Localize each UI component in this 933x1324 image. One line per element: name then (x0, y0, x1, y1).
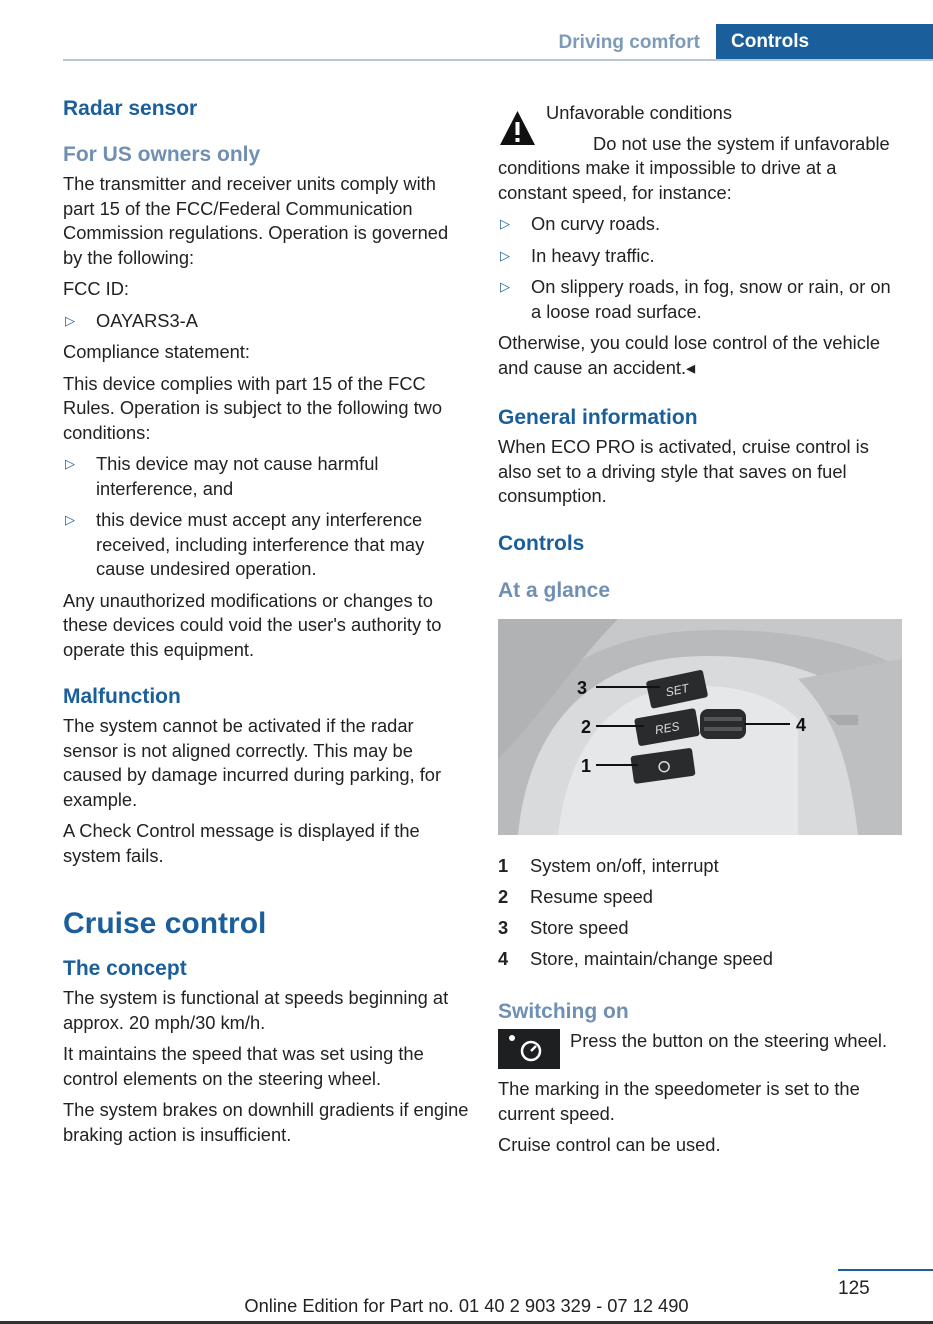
concept-paragraph-2: It maintains the speed that was set using the control elements on the steering wheel. (63, 1043, 424, 1089)
warning-title: Unfavorable conditions (546, 102, 732, 123)
page-number-rule (838, 1269, 933, 1271)
press-button-text: Press the button on the steering wheel. (570, 1030, 888, 1051)
list-item: ▷ OAYARS3-A (63, 309, 470, 334)
left-column (63, 96, 470, 1154)
list-item: 4 Store, maintain/change speed (498, 947, 773, 969)
list-item: ▷ this device must accept any interference received, including interference that may cause undesired operation. (65, 509, 425, 579)
cruise-control-chapter-title: Cruise control (63, 907, 267, 940)
rocker-switch (700, 709, 746, 739)
press-button-row (498, 1029, 904, 1069)
at-a-glance-heading: At a glance (498, 578, 611, 602)
header-section-title: Driving comfort (558, 32, 700, 53)
general-info-paragraph: When ECO PRO is activated, cruise control is also set to a driving style that saves on fuel consumption. (498, 436, 869, 506)
page-number: 125 (838, 1278, 870, 1299)
svg-text:SET: SET (664, 680, 691, 699)
malfunction-heading: Malfunction (63, 685, 181, 708)
malfunction-paragraph: The system cannot be activated if the radar sensor is not aligned correctly. This may be caused by damage incurred during parking, for example. (63, 715, 442, 810)
us-owners-paragraph: The transmitter and receiver units comply with part 15 of the FCC/Federal Communication Commission regulations. Operation is governed by the following: (63, 173, 449, 268)
callout-3: 3 (576, 677, 588, 698)
triangle-bullet-icon: ▷ (65, 512, 75, 527)
list-item: 2 Resume speed (498, 885, 653, 907)
triangle-bullet-icon: ▷ (500, 247, 510, 263)
svg-text:RES: RES (653, 718, 681, 737)
compliance-label: Compliance statement: (63, 341, 250, 362)
warning-list (498, 212, 904, 324)
conditions-list (63, 452, 470, 582)
callout-2: 2 (580, 716, 592, 737)
list-item: ▷ On curvy roads. (498, 212, 904, 237)
compliance-paragraph: This device complies with part 15 of the FCC Rules. Operation is subject to the following two conditions: (63, 372, 443, 443)
steering-wheel-controls-figure (498, 619, 902, 835)
warning-block (498, 101, 904, 205)
list-item: ▷ On slippery roads, in fog, snow or rain, or on a loose road surface. (500, 276, 891, 322)
unauthorized-paragraph: Any unauthorized modifications or changes to these devices could void the user's authority to operate this equipment. (63, 589, 442, 660)
fcc-id-list (63, 309, 470, 334)
fcc-id-label: FCC ID: (63, 278, 130, 299)
concept-paragraph-3: The system brakes on downhill gradients if engine braking action is insufficient. (63, 1099, 469, 1145)
list-item: 3 Store speed (498, 916, 629, 938)
callout-4: 4 (795, 714, 807, 735)
concept-paragraph-1: The system is functional at speeds beginning at approx. 20 mph/30 km/h. (63, 987, 449, 1033)
general-info-heading: General information (498, 406, 698, 429)
warning-end-paragraph: Otherwise, you could lose control of the vehicle and cause an accident.◂ (498, 332, 881, 378)
warning-paragraph: Do not use the system if unfavorable conditions make it impossible to drive at a constant speed, for instance: (498, 132, 890, 203)
concept-heading: The concept (63, 957, 187, 980)
check-control-paragraph: A Check Control message is displayed if the system fails. (63, 820, 420, 866)
triangle-bullet-icon: ▷ (500, 216, 510, 231)
list-item: 1 System on/off, interrupt (498, 854, 719, 876)
cruise-control-button-icon (498, 1029, 560, 1069)
radar-sensor-heading: Radar sensor (63, 97, 198, 120)
us-owners-heading: For US owners only (63, 143, 261, 166)
switching-on-heading: Switching on (498, 1000, 629, 1023)
list-item: ▷ In heavy traffic. (498, 244, 904, 269)
right-column (498, 101, 904, 1165)
triangle-bullet-icon: ▷ (65, 456, 75, 471)
figure-legend (498, 854, 904, 972)
speedometer-marking-paragraph: The marking in the speedometer is set to the current speed. (498, 1078, 860, 1124)
triangle-bullet-icon: ▷ (65, 312, 75, 328)
callout-1: 1 (580, 755, 592, 776)
controls-heading: Controls (498, 531, 585, 555)
header-rule (63, 59, 933, 61)
list-item: ▷ This device may not cause harmful interference, and (65, 453, 379, 499)
cruise-usable-paragraph: Cruise control can be used. (498, 1134, 721, 1155)
header-chapter-tab: Controls (716, 24, 933, 61)
warning-triangle-icon (498, 109, 537, 149)
edition-footer: Online Edition for Part no. 01 40 2 903 329 - 07 12 490 (244, 1295, 689, 1316)
triangle-bullet-icon: ▷ (500, 279, 510, 294)
